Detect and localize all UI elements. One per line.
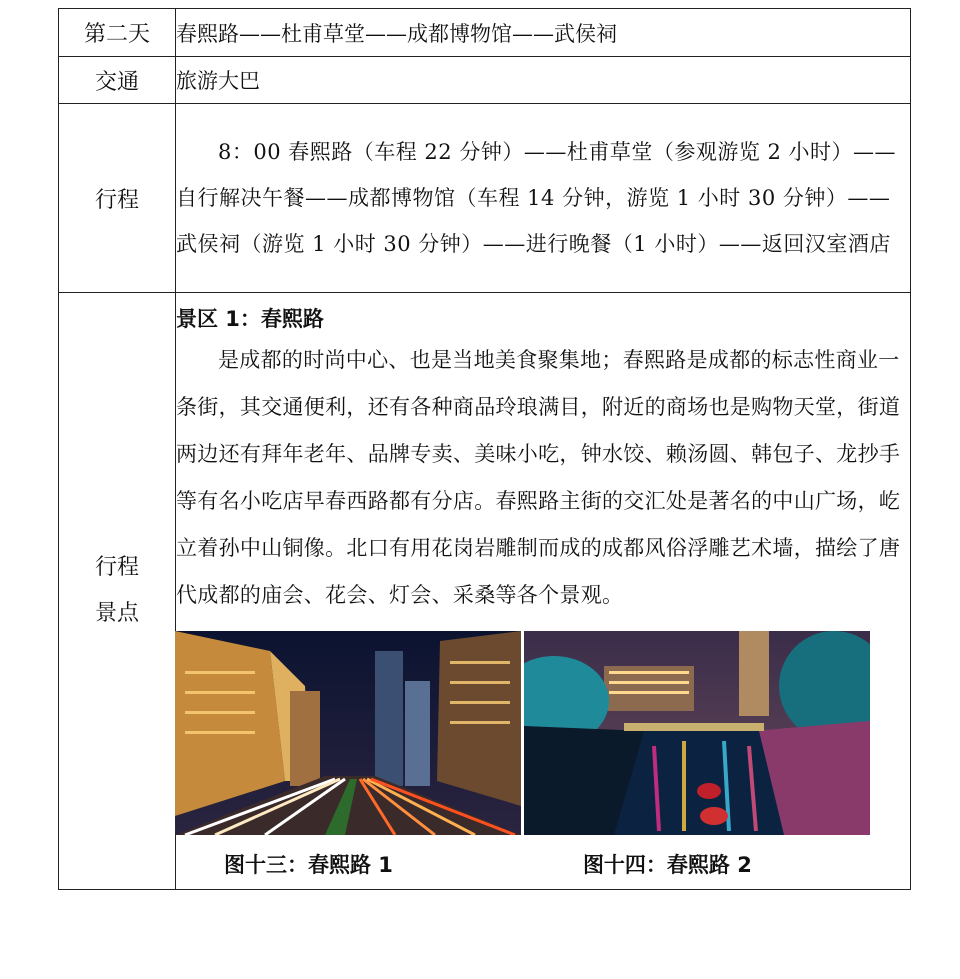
photo-chunxi-road-1 — [175, 631, 521, 835]
spots-label-line1: 行程 — [94, 555, 139, 580]
photo-row — [175, 631, 910, 835]
spot-description: 是成都的时尚中心、也是当地美食聚集地；春熙路是成都的标志性商业一条街，其交通便利，还有各种商品玲琅满目，附近的商场也是购物天堂，街道两边还有拜年老年、品牌专卖、美味小吃，钟水饺、赖汤圆、韩包子、龙抄手等有名小吃店早春西路都有分店。春熙路主街的交汇处是著名的中山广场，屹立着孙中山铜像。北口有用花岗岩雕制而成的成都风俗浮雕艺术墙，描绘了唐代成都的庙会、花会、灯会、采桑等各个景观。 — [176, 348, 901, 607]
row-spots — [59, 293, 911, 890]
traffic-value: 旅游大巴 — [176, 57, 911, 104]
plan-cell — [176, 104, 911, 293]
plan-label: 行程 — [59, 104, 176, 293]
spots-label — [59, 293, 176, 890]
spots-cell — [176, 293, 911, 890]
photo-chunxi-road-2 — [524, 631, 870, 835]
plan-text: 8：00 春熙路（车程 22 分钟）——杜甫草堂（参观游览 2 小时）——自行解决午餐——成都博物馆（车程 14 分钟，游览 1 小时 30 分钟）——武侯祠（游览 1 小时 30 分钟）——进行晚餐（1 小时）——返回汉室酒店 — [176, 140, 897, 256]
day-route: 春熙路——杜甫草堂——成都博物馆——武侯祠 — [176, 9, 911, 57]
itinerary-table — [58, 8, 911, 890]
day-label: 第二天 — [59, 9, 176, 57]
caption-row — [176, 849, 910, 889]
row-traffic — [59, 57, 911, 104]
traffic-label: 交通 — [59, 57, 176, 104]
caption-2: 图十四：春熙路 2 — [582, 853, 752, 877]
row-day — [59, 9, 911, 57]
row-plan — [59, 104, 911, 293]
caption-1: 图十三：春熙路 1 — [224, 853, 393, 877]
spots-label-line2: 景点 — [94, 601, 139, 626]
spot-title: 景区 1：春熙路 — [176, 307, 324, 331]
